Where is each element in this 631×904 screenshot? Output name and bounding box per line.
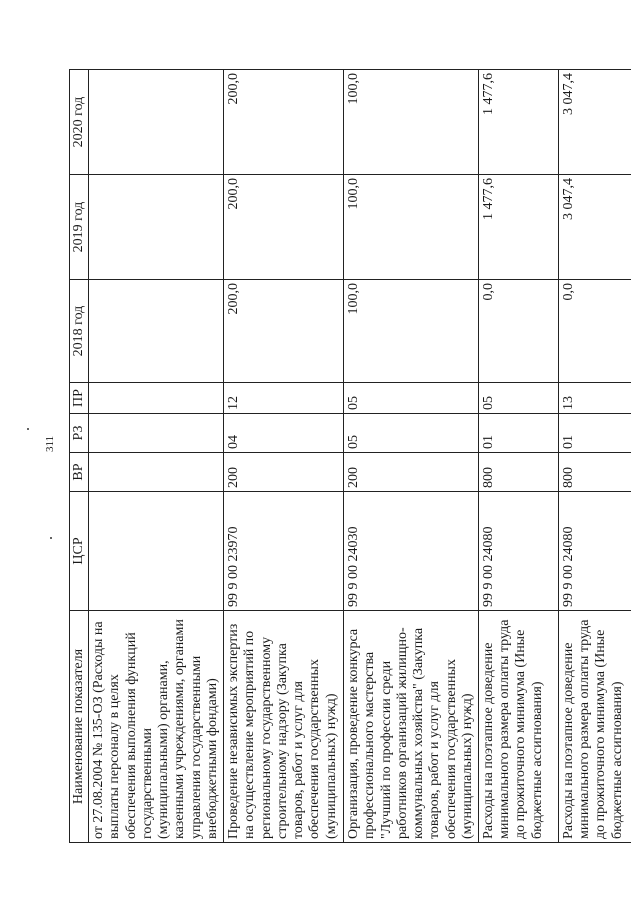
cell-name: Расходы на поэтапное доведение минимального размера оплаты труда до прожиточного минимума (Иные бюджетные ассигнования) [558, 611, 631, 843]
cell-vr: 800 [558, 453, 631, 492]
table-row [558, 70, 631, 843]
table-row [89, 70, 224, 843]
cell-2020: 3 047,4 [558, 70, 631, 175]
table-row [224, 70, 344, 843]
cell-csr [89, 492, 224, 611]
cell-2020 [89, 70, 224, 175]
header-2020: 2020 год [70, 70, 89, 175]
header-name: Наименование показателя [70, 611, 89, 843]
cell-name: Расходы на поэтапное доведение минимального размера оплаты труда до прожиточного минимума (Иные бюджетные ассигнования) [478, 611, 558, 843]
header-csr: ЦСР [70, 492, 89, 611]
cell-name: Проведение независимых экспертиз на осуществление мероприятий по региональному государственному строительному надзору (Закупка товаров, работ и услуг для обеспечения государственных (муниципальных) нужд) [224, 611, 344, 843]
cell-2020: 100,0 [344, 70, 479, 175]
cell-2019: 100,0 [344, 175, 479, 280]
cell-2020: 1 477,6 [478, 70, 558, 175]
header-rz: РЗ [70, 414, 89, 453]
cell-pr [89, 383, 224, 414]
cell-vr: 800 [478, 453, 558, 492]
rotated-table-container [69, 70, 625, 843]
cell-rz: 01 [558, 414, 631, 453]
cell-2019: 200,0 [224, 175, 344, 280]
cell-rz: 04 [224, 414, 344, 453]
page-number: 311 [44, 435, 56, 452]
cell-2018 [89, 280, 224, 383]
cell-rz: 01 [478, 414, 558, 453]
cell-2018: 100,0 [344, 280, 479, 383]
scan-dot [50, 537, 52, 539]
cell-name: Организация, проведение конкурса профессионального мастерства "Лучший по профессии среди работников организаций жилищно-коммунальных хозяйства" (Закупка товаров, работ и услуг для обеспечения государственных (муниципальных) нужд) [344, 611, 479, 843]
cell-pr: 12 [224, 383, 344, 414]
cell-pr: 05 [478, 383, 558, 414]
cell-2018: 200,0 [224, 280, 344, 383]
cell-csr: 99 9 00 24030 [344, 492, 479, 611]
budget-table [69, 69, 631, 843]
cell-vr: 200 [344, 453, 479, 492]
cell-2018: 0,0 [558, 280, 631, 383]
cell-pr: 13 [558, 383, 631, 414]
cell-csr: 99 9 00 24080 [478, 492, 558, 611]
header-pr: ПР [70, 383, 89, 414]
cell-2019: 1 477,6 [478, 175, 558, 280]
table-row [344, 70, 479, 843]
cell-rz: 05 [344, 414, 479, 453]
cell-2018: 0,0 [478, 280, 558, 383]
header-vr: ВР [70, 453, 89, 492]
header-2018: 2018 год [70, 280, 89, 383]
cell-csr: 99 9 00 23970 [224, 492, 344, 611]
cell-rz [89, 414, 224, 453]
cell-2019 [89, 175, 224, 280]
table-row [478, 70, 558, 843]
scan-dot [27, 428, 29, 430]
cell-vr: 200 [224, 453, 344, 492]
header-2019: 2019 год [70, 175, 89, 280]
cell-csr: 99 9 00 24080 [558, 492, 631, 611]
cell-name: от 27.08.2004 № 135-ОЗ (Расходы на выплаты персоналу в целях обеспечения выполнения функций государственными (муниципальными) органами, казенными учреждениями, органами управления государственными внебюджетными фондами) [89, 611, 224, 843]
cell-2020: 200,0 [224, 70, 344, 175]
cell-vr [89, 453, 224, 492]
cell-pr: 05 [344, 383, 479, 414]
cell-2019: 3 047,4 [558, 175, 631, 280]
table-header-row [70, 70, 89, 843]
